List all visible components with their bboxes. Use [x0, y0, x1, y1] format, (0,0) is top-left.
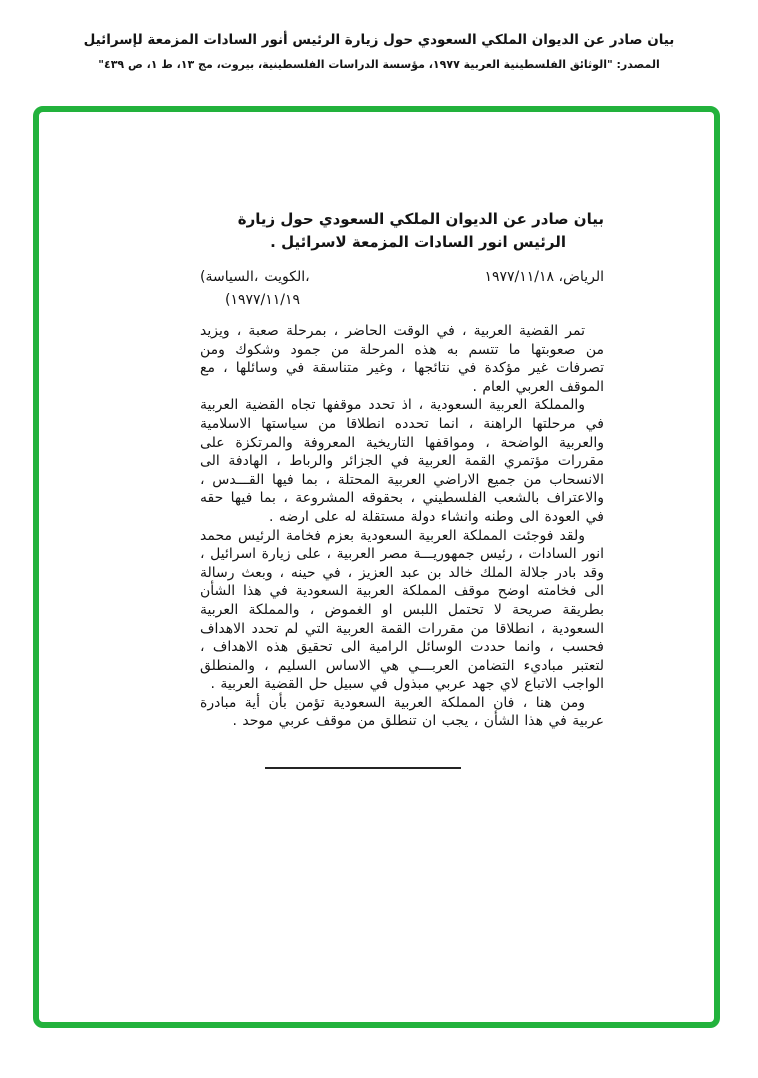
document-description-title: بيان صادر عن الديوان الملكي السعودي حول زيارة الرئيس أنور السادات المزمعة لإسرائيل: [83, 32, 675, 48]
paragraph-4: ومن هنا ، فان المملكة العربية السعودية تؤمن بأن أية مبادرة عربية في هذا الشأن ، يجب ان تنطلق من موقف عربي موحد .: [200, 694, 604, 730]
paragraph-3: ولقد فوجئت المملكة العربية السعودية بعزم فخامة الرئيس محمد انور السادات ، رئيس جمهوريـــة مصر العربية ، على زيارة اسرائيل ، وقد بادر جلالة الملك خالد بن عبد العزيز ، في حينه ، وبعث رسالة الى فخامته اوضح موقف المملكة العربية السعودية في هذا الشأن بطريقة صريحة لا تحتمل اللبس او الغموض ، والمملكة العربية السعودية ، انطلاقا من مقررات القمة العربية التي لم تحدد الاهداف فحسب ، وانما حددت الوسائل الرامية الى تحقيق هذه الاهداف ، لتعتبر مباديء التضامن العربـــي هي الاساس السليم ، والمنطلق الواجب الاتباع لاي جهد عربي مبذول في سبيل حل القضية العربية .: [200, 527, 604, 693]
source-citation-line: المصدر: "الوثائق الفلسطينية العربية ١٩٧٧، مؤسسة الدراسات الفلسطينية، بيروت، مج ١٣، ط ١، ص ٤٣٩": [98, 58, 660, 71]
document-body: [200, 322, 604, 731]
citation-open-paren: (: [200, 269, 206, 285]
document-title-line-1: بيان صادر عن الديوان الملكي السعودي حول زيارة: [237, 210, 604, 228]
page-header: [0, 30, 758, 74]
document-content: [200, 208, 604, 769]
citation-newspaper-city: الكويت،: [264, 269, 310, 285]
newspaper-citation-line-1: [200, 267, 310, 287]
paragraph-2: والمملكة العربية السعودية ، اذ تحدد موقفها تجاه القضية العربية في مرحلتها الراهنة ، انما تحدده انطلاقا من سياستها الاسلامية والعربية الواضحة ، ومواقفها التاريخية المعروفة والمرتكزة على مقررات مؤتمري القمة العربية في الجزائر والرباط ، الهادفة الى الانسحاب من جميع الاراضي العربية المحتلة ، بما فيها القـــدس ، والاعتراف بالشعب الفلسطيني ، بحقوقه المشروعة ، بما فيها حقه في العودة الى وطنه وانشاء دولة مستقلة له على ارضه .: [200, 397, 604, 525]
citation-newspaper-name: السياسة،: [205, 269, 259, 285]
newspaper-citation-line-2: (١٩٧٧/١١/١٩: [225, 292, 301, 308]
document-title: [200, 208, 604, 254]
paragraph-1: تمر القضية العربية ، في الوقت الحاضر ، بمرحلة صعبة ، ويزيد من صعوبتها ما تتسم به هذه المرحلة من جمود وشكوك ومن تصرفات غير مؤكدة في نتائجها ، وغير متناسقة في وسائلها ، مع الموقف العربي العام .: [200, 323, 604, 395]
place-and-date: الرياض، ١٩٧٧/١١/١٨: [484, 269, 604, 285]
end-divider-rule: [265, 767, 461, 769]
document-title-line-2: الرئيس انور السادات المزمعة لاسرائيل .: [270, 233, 566, 251]
dateline-row: [200, 267, 604, 287]
